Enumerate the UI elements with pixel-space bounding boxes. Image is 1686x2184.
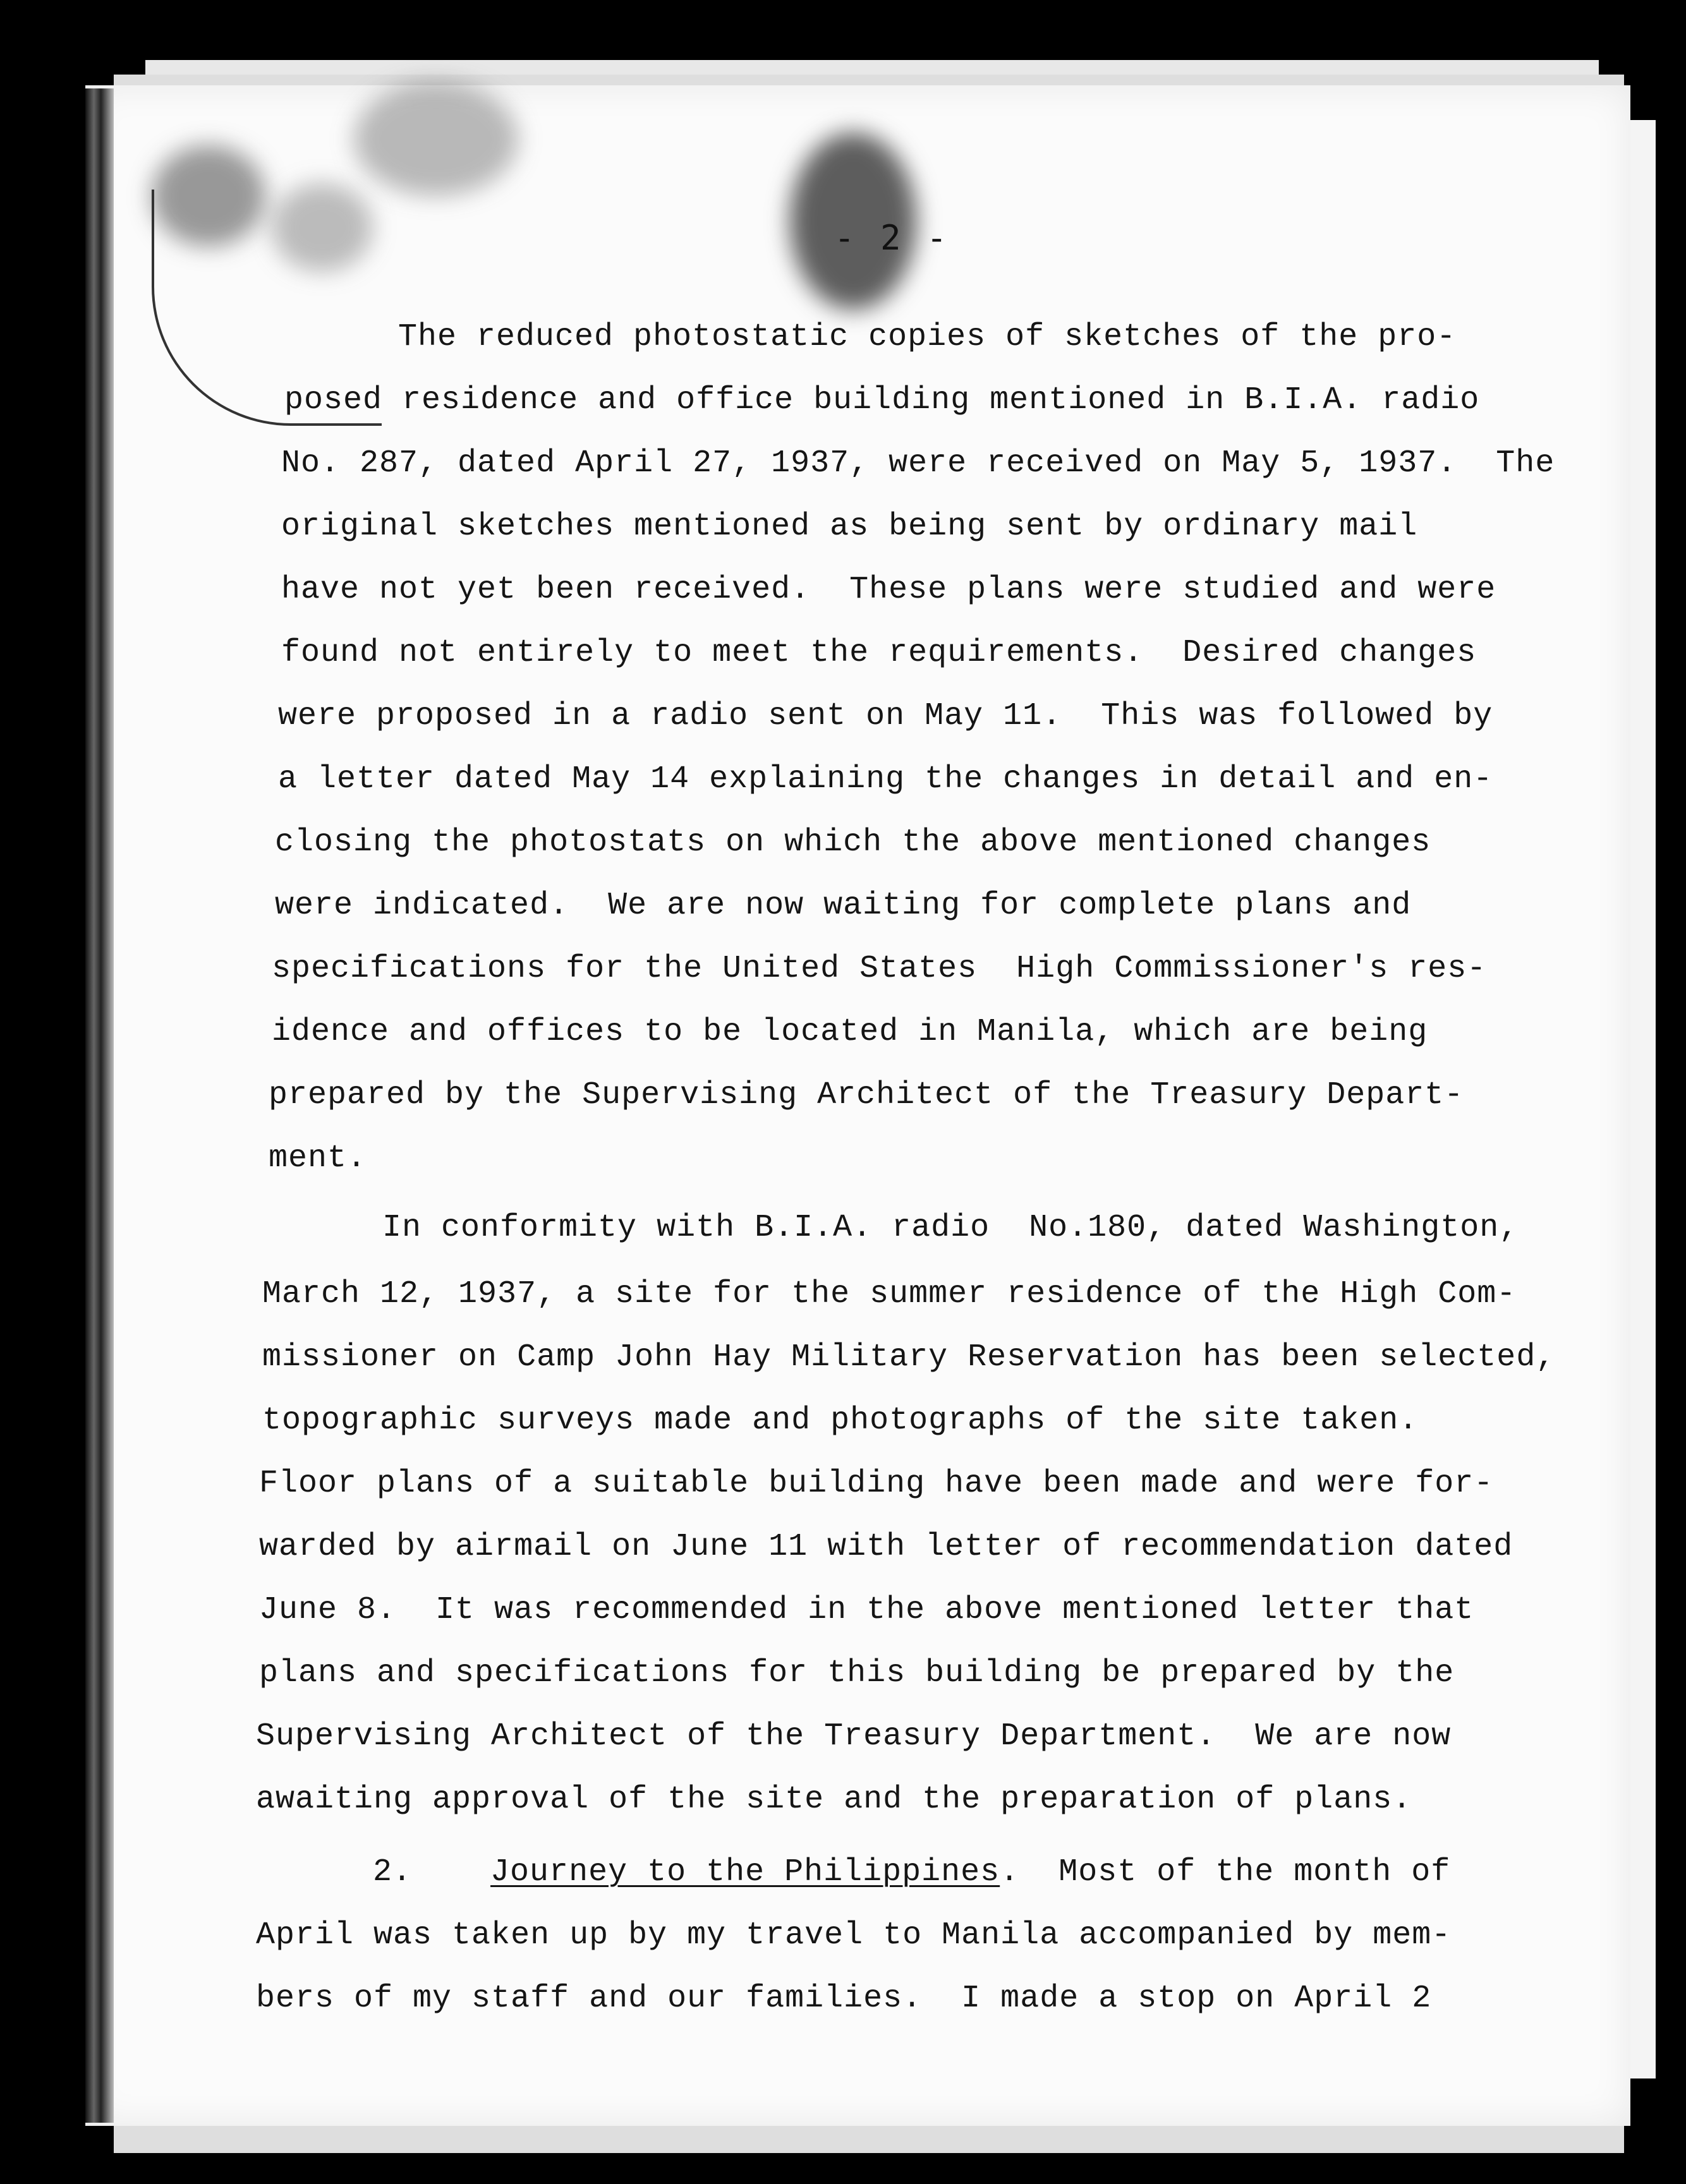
section-title: Journey to the Philippines [490, 1854, 1000, 1890]
paragraph-line: closing the photostats on which the above mentioned changes [275, 824, 1431, 860]
paragraph-line: have not yet been received. These plans were studied and were [281, 572, 1496, 608]
paragraph-line: topographic surveys made and photographs of the site taken. [262, 1403, 1419, 1439]
paragraph-line: plans and specifications for this building be prepared by the [259, 1655, 1455, 1691]
paragraph-line: original sketches mentioned as being sent by ordinary mail [281, 509, 1418, 545]
paragraph-line: In conformity with B.I.A. radio No.180, dated Washington, [382, 1210, 1519, 1246]
paragraph-line: awaiting approval of the site and the preparation of plans. [256, 1782, 1412, 1818]
paragraph-line: bers of my staff and our families. I made a stop on April 2 [256, 1981, 1432, 2017]
paragraph-line: were indicated. We are now waiting for complete plans and [275, 888, 1412, 924]
paragraph-line: Floor plans of a suitable building have been made and were for- [259, 1466, 1494, 1502]
paragraph-line: June 8. It was recommended in the above mentioned letter that [259, 1592, 1474, 1628]
paragraph-line: warded by airmail on June 11 with letter of recommendation dated [259, 1529, 1513, 1565]
paragraph-line: posed residence and office building mentioned in B.I.A. radio [284, 382, 1480, 418]
paragraph-line: a letter dated May 14 explaining the changes in detail and en- [278, 761, 1493, 797]
section-heading [373, 1854, 1450, 1890]
paragraph-line: ment. [269, 1140, 367, 1176]
paragraph-line: The reduced photostatic copies of sketches of the pro- [398, 319, 1457, 355]
page-number: - 2 - [834, 218, 950, 258]
paragraph-line: No. 287, dated April 27, 1937, were received on May 5, 1937. The [281, 445, 1555, 481]
paragraph-line: missioner on Camp John Hay Military Reservation has been selected, [262, 1339, 1556, 1375]
paragraph-line: prepared by the Supervising Architect of the Treasury Depart- [269, 1077, 1464, 1113]
paragraph-line: April was taken up by my travel to Manila accompanied by mem- [256, 1917, 1452, 1953]
paragraph-line: idence and offices to be located in Manila, which are being [272, 1014, 1428, 1050]
section-line: . Most of the month of [1000, 1854, 1451, 1890]
paragraph-line: were proposed in a radio sent on May 11. This was followed by [278, 698, 1493, 734]
paragraph-line: specifications for the United States High Commissioner's res- [272, 951, 1487, 987]
paragraph-line: March 12, 1937, a site for the summer residence of the High Com- [262, 1276, 1517, 1312]
section-number: 2. [373, 1854, 413, 1890]
paragraph-line: Supervising Architect of the Treasury Department. We are now [256, 1718, 1452, 1754]
paragraph-line: found not entirely to meet the requirements. Desired changes [281, 635, 1477, 671]
